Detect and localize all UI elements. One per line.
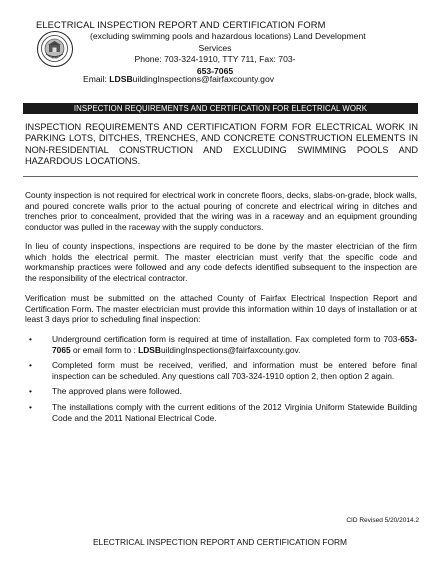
list-item: • Completed form must be received, verified, and information must be entered before final inspection can be scheduled. Any questions call 703-324-1910 option 2, then option 2 again. (29, 360, 417, 381)
header-details (90, 31, 366, 77)
bullet-icon: • (29, 334, 32, 344)
header-fax-number: 653-7065 (196, 65, 234, 76)
intro-statement: INSPECTION REQUIREMENTS AND CERTIFICATION FORM FOR ELECTRICAL WORK IN PARKING LOTS, DITCHES, TRENCHES, AND CONCRETE CONSTRUCTION ELEMENTS IN NON-RESIDENTIAL CONSTRUCTION AND EXCLUDING SWIMMING POOLS AND HAZARDOUS LOCATIONS. (25, 122, 418, 166)
paragraph-verification: Verification must be submitted on the attached County of Fairfax Electrical Inspection Report and Certification Form. The master electrician must provide this information within 10 days of installation or at least 3 days prior to scheduling final inspection: (25, 293, 417, 325)
email-address-rest[interactable]: uildingInspections@fairfaxcounty.gov (132, 74, 275, 84)
list-item: • The installations comply with the current editions of the 2012 Virginia Uniform Statewide Building Code and the 2011 National Electrical Code. (29, 401, 417, 423)
header-subtitle-services: Services (198, 42, 232, 53)
bullet-icon: • (29, 386, 32, 397)
email-address-bold[interactable]: LDSB (109, 74, 133, 84)
footer-title: ELECTRICAL INSPECTION REPORT AND CERTIFICATION FORM (92, 537, 348, 547)
paragraph-master-electrician: In lieu of county inspections, inspections are required to be done by the master electrician of the firm which holds the electrical permit. The master electrician must verify that the specific code and workmanship practices were followed and any code defects identified subsequent to the inspection are the responsibility of the electrical contractor. (25, 241, 417, 283)
fax-number: 653-7065 (52, 334, 417, 355)
form-header-title: ELECTRICAL INSPECTION REPORT AND CERTIFICATION FORM (36, 19, 326, 30)
svg-text:1742: 1742 (51, 56, 58, 60)
section-banner: INSPECTION REQUIREMENTS AND CERTIFICATION FOR ELECTRICAL WORK (23, 103, 418, 114)
bullet-icon: • (29, 401, 32, 412)
email-link-rest[interactable]: uildingInspections@fairfaxcounty.gov. (160, 344, 301, 355)
list-item: • The approved plans were followed. (29, 386, 182, 397)
header-phone-line: Phone: 703-324-1910, TTY 711, Fax: 703- (134, 54, 296, 65)
paragraph-county-inspection: County inspection is not required for electrical work in concrete floors, decks, slabs-on-grade, block walls, and poured concrete walls prior to the actual pouring of concrete and electrical wiring in ditches and trenches prior to concealment, provided that the wiring was in a raceway and an equipment grounding conductor was pulled in the raceway with the supply conductors. (25, 190, 417, 232)
revision-note: CID Revised 5/20/2014.2 (346, 517, 419, 524)
email-label: Email: (83, 74, 110, 84)
divider (23, 176, 418, 177)
bullet-icon: • (29, 360, 32, 371)
list-item: • Underground certification form is required at time of installation. Fax completed form to 703-653-7065 or email form to : LDSBuildingInspections@fairfaxcounty.gov. (29, 334, 417, 355)
header-subtitle: (excluding swimming pools and hazardous locations) Land Development (90, 31, 366, 41)
email-link-bold[interactable]: LDSB (138, 344, 161, 355)
county-seal-icon (37, 31, 73, 67)
requirements-list (25, 334, 417, 428)
header-email-line (83, 74, 274, 84)
